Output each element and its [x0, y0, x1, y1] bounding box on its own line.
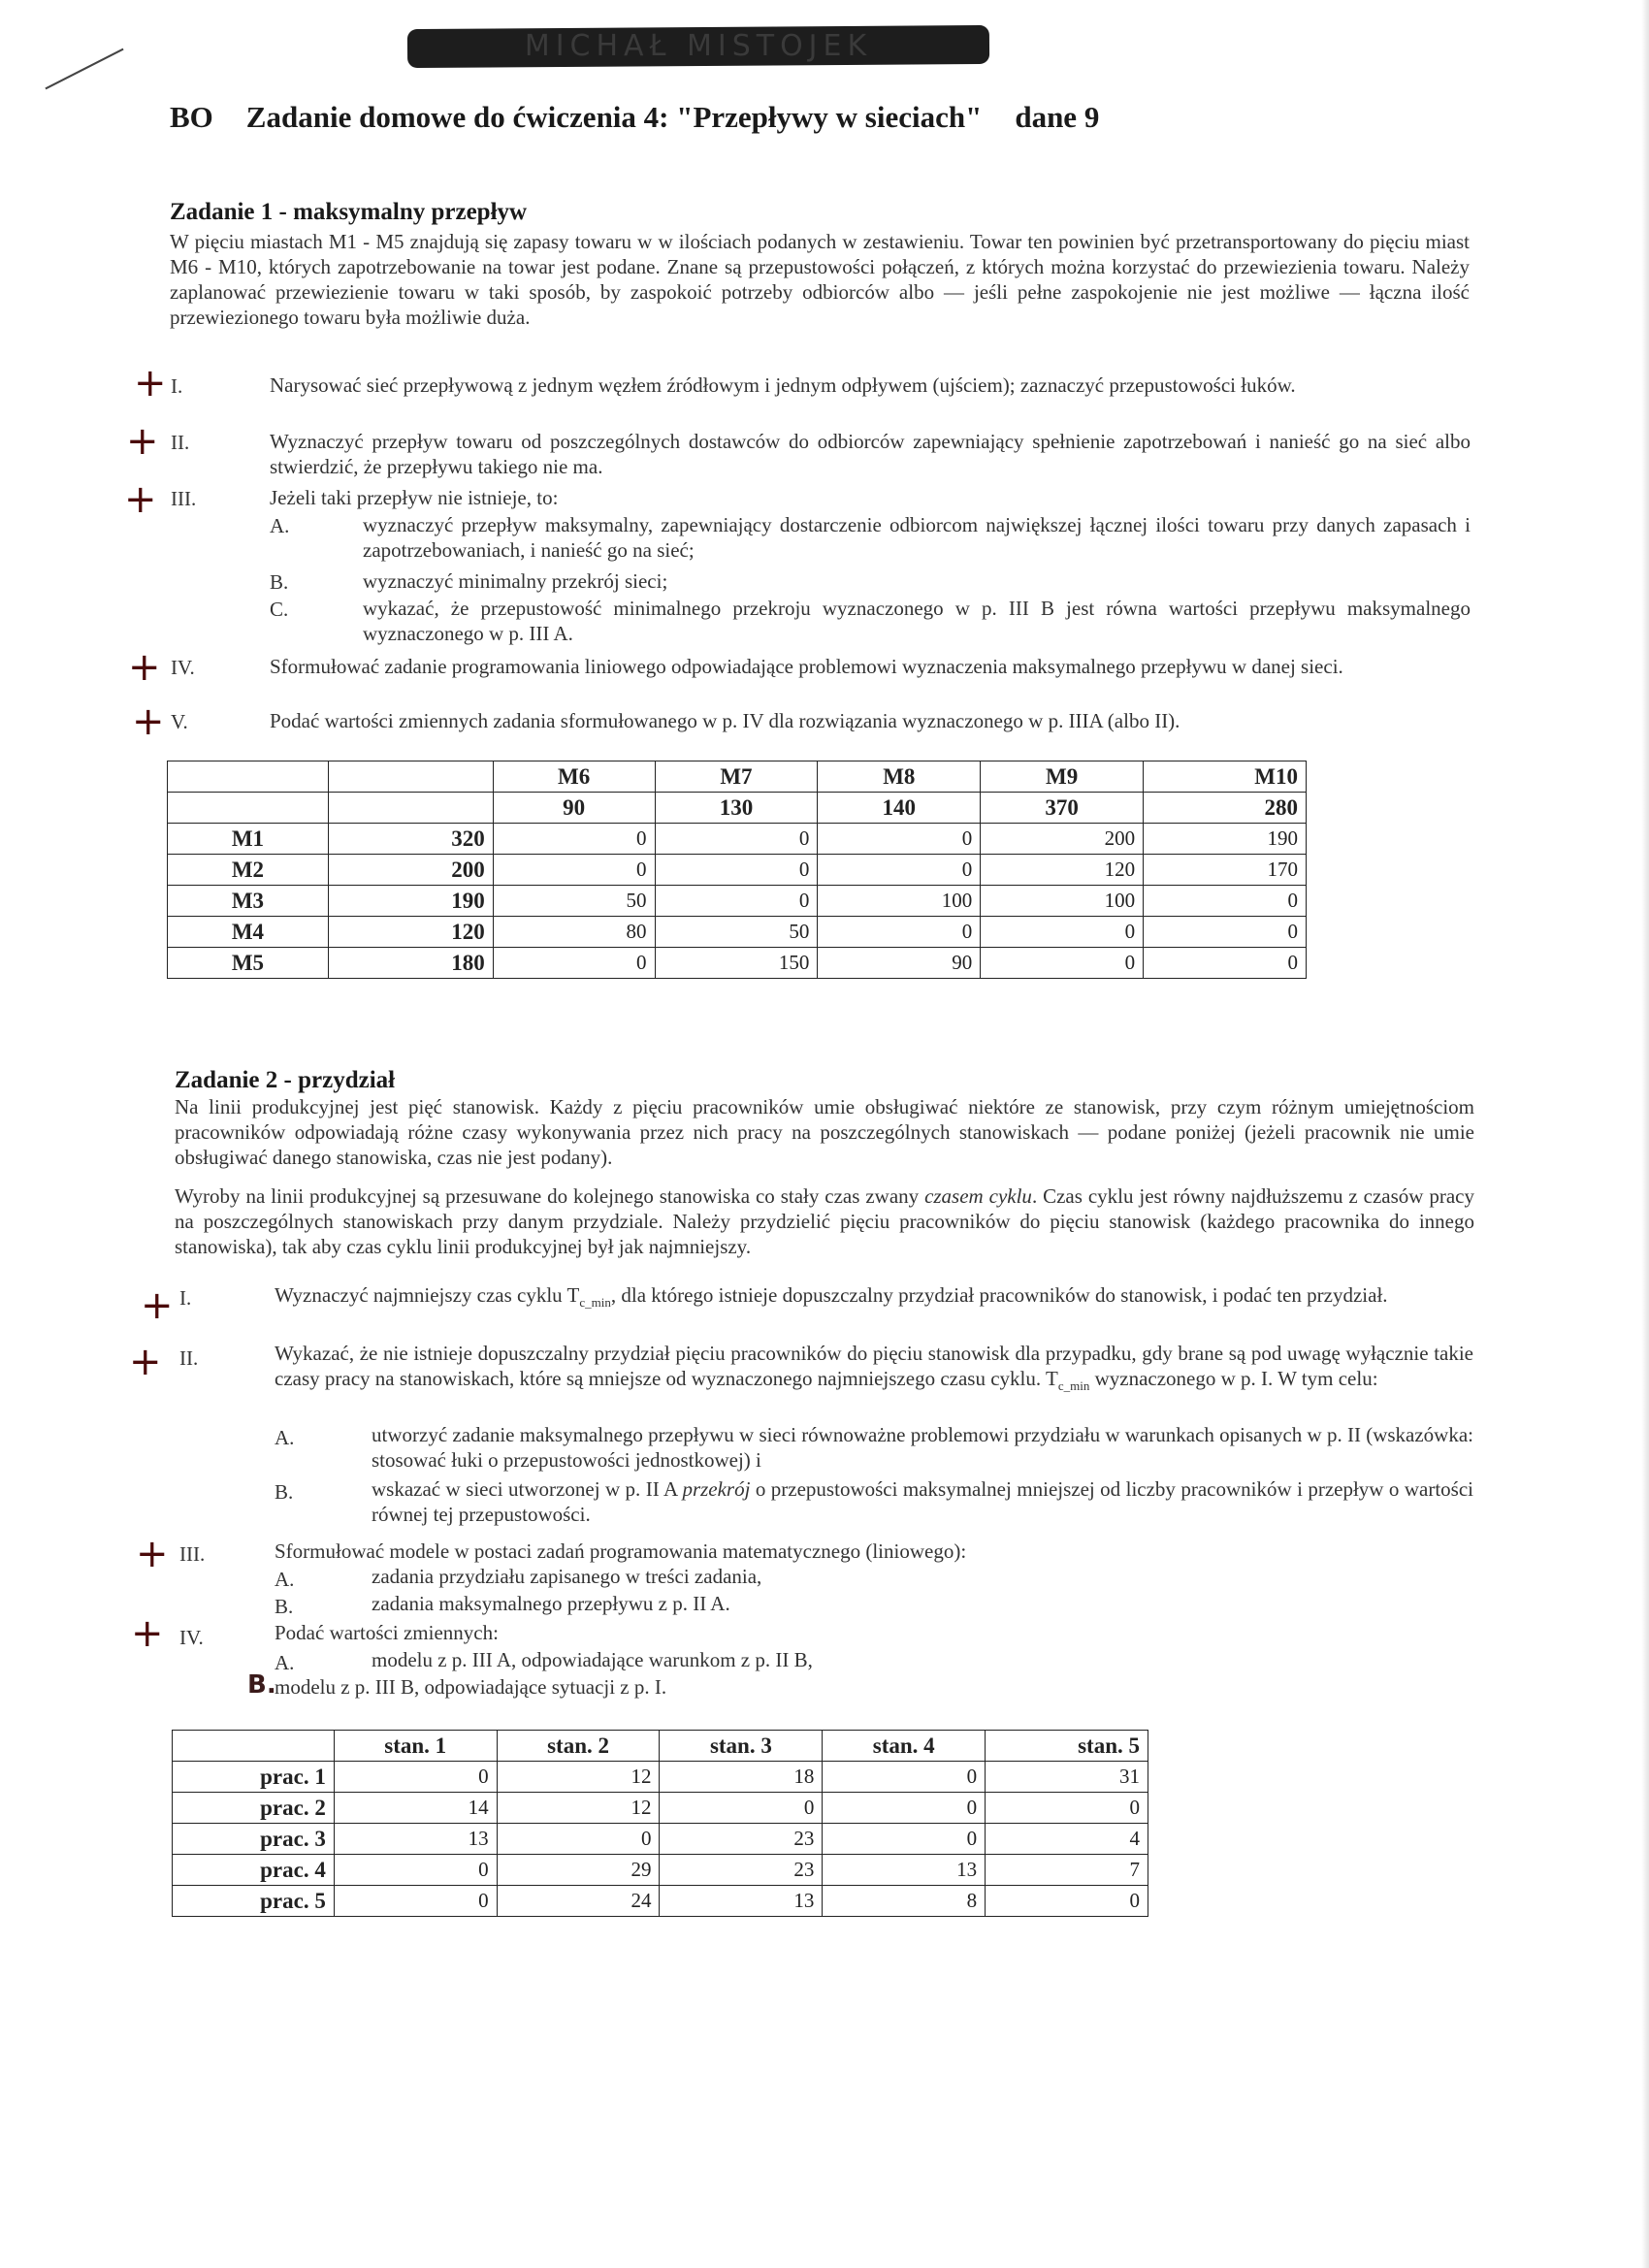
- check-mark: +: [129, 1340, 162, 1384]
- table-cell: 0: [981, 948, 1144, 979]
- row-header: prac. 4: [173, 1855, 335, 1886]
- task1-heading: Zadanie 1 - maksymalny przepływ: [170, 199, 528, 225]
- table-cell: 12: [497, 1762, 660, 1793]
- title-text: Zadanie domowe do ćwiczenia 4: "Przepływy w sieciach": [245, 100, 983, 134]
- supply-cell: 180: [328, 948, 493, 979]
- table-row: [173, 1886, 1148, 1917]
- table-cell: 0: [818, 855, 981, 886]
- table-cell: 7: [986, 1855, 1148, 1886]
- table-corner: [328, 761, 493, 793]
- task1-item-V: Podać wartości zmiennych zadania sformułowanego w p. IV dla rozwiązania wyznaczonego w p. IIIA (albo II).: [270, 709, 1180, 732]
- table-cell: 0: [334, 1886, 497, 1917]
- intro2-text: Wyroby na linii produkcyjnej są przesuwane do kolejnego stanowiska co stały czas zwany: [175, 1184, 925, 1208]
- table-cell: 150: [655, 948, 818, 979]
- table-cell: 0: [493, 824, 655, 855]
- table-cell: 14: [334, 1793, 497, 1824]
- task1-intro: W pięciu miastach M1 - M5 znajdują się zapasy towaru w w ilościach podanych w zestawieniu. Towar ten powinien być przetransportowany do pięciu miast M6 - M10, których zapotrzebowanie na towar jest podane. Znane są przepustowości połączeń, z których można korzystać do przewiezienia towaru. Należy zaplanować przewiezienie towaru w taki sposób, by zaspokoić potrzeby odbiorców albo — jeśli pełne zaspokojenie nie jest możliwe — łączna ilość przewiezionego towaru była możliwie duża.: [170, 230, 1470, 329]
- task2-item-IVA: modelu z p. III A, odpowiadające warunkom z p. II B,: [372, 1648, 813, 1671]
- table-cell: 120: [981, 855, 1144, 886]
- table-cell: 18: [660, 1762, 823, 1793]
- table-cell: 50: [655, 917, 818, 948]
- task1-item-IIIA: wyznaczyć przepływ maksymalny, zapewniający dostarczenie odbiorcom największej łącznej ilości towaru przy danych zapasach i zapotrzebowaniach, i nanieść go na sieć;: [363, 513, 1471, 562]
- subitem-number: A.: [275, 1568, 295, 1591]
- task2-intro-2: [175, 1183, 1474, 1259]
- redacted-name: MICHAŁ MISTOJEK: [524, 29, 873, 63]
- item-text: Wykazać, że nie istnieje dopuszczalny przydział pięciu pracowników do pięciu stanowisk dla przypadku, gdy brane są pod uwagę wyłącznie takie czasy pracy na stanowiskach, które są mniejsze od wyznaczonego najmniejszego czasu cyklu. T: [275, 1342, 1473, 1390]
- table-cell: 80: [493, 917, 655, 948]
- column-header: M8: [818, 761, 981, 793]
- item-text: , dla którego istnieje dopuszczalny przydział pracowników do stanowisk, i podać ten przydział.: [610, 1283, 1388, 1307]
- item-number: II.: [171, 431, 190, 454]
- row-header: prac. 1: [173, 1762, 335, 1793]
- table-cell: 23: [660, 1855, 823, 1886]
- table-row: [168, 917, 1307, 948]
- demand-cell: 130: [655, 793, 818, 824]
- table-cell: 0: [1144, 948, 1307, 979]
- table-cell: 8: [823, 1886, 986, 1917]
- subitem-number: C.: [270, 598, 289, 621]
- table-corner: [173, 1731, 335, 1762]
- table-row: [168, 855, 1307, 886]
- table-row: [173, 1793, 1148, 1824]
- table-cell: 190: [1144, 824, 1307, 855]
- check-mark: +: [141, 1283, 174, 1328]
- subitem-number: B.: [275, 1480, 294, 1504]
- table-corner: [328, 793, 493, 824]
- column-header: stan. 5: [986, 1731, 1148, 1762]
- subscript: c_min: [579, 1295, 611, 1311]
- table-cell: 0: [823, 1793, 986, 1824]
- task2-item-III: Sformułować modele w postaci zadań programowania matematycznego (liniowego):: [275, 1539, 967, 1563]
- table-cell: 13: [823, 1855, 986, 1886]
- table-cell: 4: [986, 1824, 1148, 1855]
- row-header: M5: [168, 948, 329, 979]
- row-header: M4: [168, 917, 329, 948]
- table-cell: 0: [655, 824, 818, 855]
- pen-stroke: [45, 49, 123, 90]
- item-text: wskazać w sieci utworzonej w p. II A: [372, 1477, 683, 1501]
- demand-cell: 90: [493, 793, 655, 824]
- task1-item-IIIC: wykazać, że przepustowość minimalnego przekroju wyznaczonego w p. III B jest równa wartości przepływu maksymalnego wyznaczonego w p. III A.: [363, 597, 1471, 645]
- row-header: M2: [168, 855, 329, 886]
- column-header: M7: [655, 761, 818, 793]
- column-header: M9: [981, 761, 1144, 793]
- subitem-number: A.: [270, 514, 290, 537]
- supply-cell: 320: [328, 824, 493, 855]
- table-cell: 31: [986, 1762, 1148, 1793]
- intro2-text: . Czas cyklu jest równy najdłuższemu z czasów pracy na poszczególnych stanowiskach przy danym przydziale. Należy przydzielić pięciu pracowników do pięciu stanowisk (każdego pracownika do innego stanowiska), tak aby czas cyklu linii produkcyjnej był jak najmniejszy.: [175, 1184, 1475, 1258]
- table-cell: 0: [986, 1886, 1148, 1917]
- table-cell: 13: [660, 1886, 823, 1917]
- item-text: Wyznaczyć najmniejszy czas cyklu T: [275, 1283, 580, 1307]
- supply-cell: 190: [328, 886, 493, 917]
- table-cell: 0: [334, 1855, 497, 1886]
- demand-row: [168, 793, 1307, 824]
- table-cell: 0: [981, 917, 1144, 948]
- supply-cell: 120: [328, 917, 493, 948]
- item-number: IV.: [179, 1626, 204, 1649]
- handwritten-b: B.: [247, 1670, 276, 1700]
- task2-item-IIA: utworzyć zadanie maksymalnego przepływu w sieci równoważne problemowi przydziału w warunkach opisanych w p. II (wskazówka: stosować łuki o przepustowości jednostkowej) i: [372, 1423, 1473, 1472]
- check-mark: +: [126, 419, 159, 464]
- table-cell: 100: [981, 886, 1144, 917]
- demand-cell: 280: [1144, 793, 1307, 824]
- table-cell: 0: [497, 1824, 660, 1855]
- table-cell: 0: [1144, 917, 1307, 948]
- task2-item-IV: Podać wartości zmiennych:: [275, 1621, 499, 1644]
- table-cell: 0: [493, 948, 655, 979]
- check-mark: +: [131, 1611, 164, 1656]
- column-header: stan. 3: [660, 1731, 823, 1762]
- item-text: o przepustowości maksymalnej mniejszej od liczby pracowników i przepływ o wartości równej tej przepustowości.: [372, 1477, 1473, 1526]
- table-cell: 0: [493, 855, 655, 886]
- item-number: III.: [179, 1542, 206, 1566]
- check-mark: +: [136, 1532, 169, 1576]
- page-edge-shadow: [1641, 0, 1649, 2268]
- table-cell: 200: [981, 824, 1144, 855]
- row-header: prac. 3: [173, 1824, 335, 1855]
- check-mark: +: [134, 361, 167, 405]
- table-row: [173, 1855, 1148, 1886]
- supply-cell: 200: [328, 855, 493, 886]
- table-cell: 0: [660, 1793, 823, 1824]
- task1-item-IV: Sformułować zadanie programowania liniowego odpowiadające problemowi wyznaczenia maksymalnego przepływu w danej sieci.: [270, 655, 1343, 678]
- subitem-number: B.: [270, 570, 289, 594]
- table-cell: 170: [1144, 855, 1307, 886]
- table-cell: 50: [493, 886, 655, 917]
- row-header: M1: [168, 824, 329, 855]
- subitem-number: A.: [275, 1651, 295, 1674]
- column-header: stan. 4: [823, 1731, 986, 1762]
- item-number: II.: [179, 1346, 199, 1370]
- table-row: [168, 824, 1307, 855]
- check-mark: +: [124, 477, 157, 522]
- intro2-emphasis: czasem cyklu: [924, 1184, 1032, 1208]
- task2-assignment-table: [172, 1730, 1148, 1917]
- table-cell: 23: [660, 1824, 823, 1855]
- item-number: IV.: [171, 656, 195, 679]
- demand-cell: 370: [981, 793, 1144, 824]
- task2-heading: Zadanie 2 - przydział: [175, 1067, 396, 1093]
- subitem-number: A.: [275, 1426, 295, 1449]
- item-number: I.: [171, 374, 183, 398]
- task2-item-II: [275, 1341, 1473, 1399]
- table-row: [168, 948, 1307, 979]
- table-cell: 0: [655, 855, 818, 886]
- column-header: stan. 1: [334, 1731, 497, 1762]
- table-cell: 0: [818, 917, 981, 948]
- table-cell: 0: [823, 1762, 986, 1793]
- item-number: III.: [171, 487, 197, 510]
- check-mark: +: [128, 645, 161, 690]
- column-header: M6: [493, 761, 655, 793]
- table-corner: [168, 761, 329, 793]
- column-header: M10: [1144, 761, 1307, 793]
- table-header-row: [168, 761, 1307, 793]
- item-number: I.: [179, 1286, 192, 1310]
- table-cell: 90: [818, 948, 981, 979]
- table-cell: 0: [1144, 886, 1307, 917]
- check-mark: +: [132, 699, 165, 744]
- task2-item-I: [275, 1282, 1473, 1315]
- item-emphasis: przekrój: [682, 1477, 751, 1501]
- item-number: V.: [171, 710, 188, 733]
- task2-item-IIIA: zadania przydziału zapisanego w treści zadania,: [372, 1565, 762, 1588]
- table-cell: 0: [655, 886, 818, 917]
- table-cell: 0: [818, 824, 981, 855]
- table-header-row: [173, 1731, 1148, 1762]
- table-cell: 0: [986, 1793, 1148, 1824]
- task1-item-III: Jeżeli taki przepływ nie istnieje, to:: [270, 486, 559, 509]
- table-row: [173, 1762, 1148, 1793]
- task2-item-IIIB: zadania maksymalnego przepływu z p. II A.: [372, 1592, 730, 1615]
- course-code: BO: [170, 100, 213, 134]
- subitem-number: B.: [275, 1595, 294, 1618]
- table-row: [168, 886, 1307, 917]
- table-cell: 0: [823, 1824, 986, 1855]
- dataset-label: dane 9: [1015, 100, 1100, 134]
- table-cell: 29: [497, 1855, 660, 1886]
- table-cell: 13: [334, 1824, 497, 1855]
- task2-intro-1: Na linii produkcyjnej jest pięć stanowisk. Każdy z pięciu pracowników umie obsługiwać niektóre ze stanowisk, przy czym różnym umiejętnościom pracowników odpowiadają różne czasy wykonywania przez nich pracy na poszczególnych stanowiskach — podane poniżej (jeżeli pracownik nie umie obsługiwać danego stanowiska, czas nie jest podany).: [175, 1095, 1474, 1169]
- table-cell: 24: [497, 1886, 660, 1917]
- table-row: [173, 1824, 1148, 1855]
- task1-item-II: Wyznaczyć przepływ towaru od poszczególnych dostawców do odbiorców zapewniający spełnienie zapotrzebowań i nanieść go na sieć albo stwierdzić, że przepływu takiego nie ma.: [270, 430, 1471, 478]
- task1-item-IIIB: wyznaczyć minimalny przekrój sieci;: [363, 569, 668, 593]
- subscript: c_min: [1057, 1378, 1090, 1394]
- row-header: M3: [168, 886, 329, 917]
- task2-item-IIB: [372, 1476, 1473, 1527]
- table-cell: 12: [497, 1793, 660, 1824]
- column-header: stan. 2: [497, 1731, 660, 1762]
- task1-flow-table: [167, 761, 1307, 979]
- task1-item-I: Narysować sieć przepływową z jednym węzłem źródłowym i jednym odpływem (ujściem); zaznaczyć przepustowości łuków.: [270, 373, 1296, 397]
- demand-cell: 140: [818, 793, 981, 824]
- table-corner: [168, 793, 329, 824]
- row-header: prac. 5: [173, 1886, 335, 1917]
- table-cell: 0: [334, 1762, 497, 1793]
- task2-item-IVB: modelu z p. III B, odpowiadające sytuacji z p. I.: [275, 1675, 667, 1699]
- page-title: [170, 100, 1099, 135]
- row-header: prac. 2: [173, 1793, 335, 1824]
- item-text: wyznaczonego w p. I. W tym celu:: [1089, 1367, 1378, 1390]
- table-cell: 100: [818, 886, 981, 917]
